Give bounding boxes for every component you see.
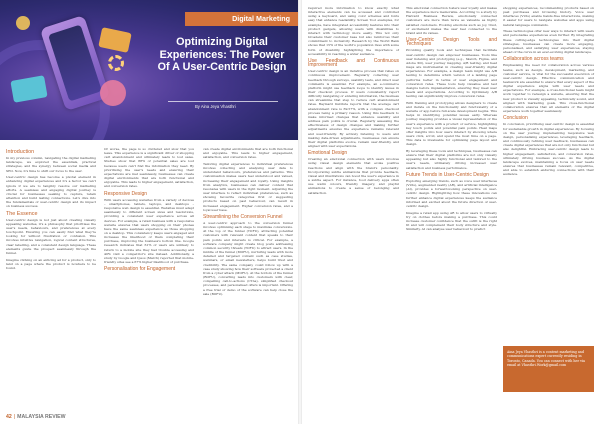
author-bio-box [503,346,594,392]
title-line: Of A User-Centric Design [157,61,287,74]
page-number: 42 [6,414,12,420]
decor-gear-icon [108,55,124,71]
paragraph: With framing and prototyping allows designers to create and iterate on the functionality and functionality of a website or app before full-scale development begins. This helps in identifying potential issues early. Whereas journey mapping provides a visual representation of the user's experience with a product or service, highlighting key touch points and potential pain points. Heat maps offer insights into how users interact by showing where users click, scroll, and spend the most time on a page. This data is invaluable for optimising page layout and design. [406,100,497,147]
paragraph: Creating an emotional connection with users involves using visual design elements that evoke positive reactions and align with the brand's personality. Incorporating subtle animations that provide feedback, visual and illustrations can boost the user's experience in a subtle aspect. For instance, food delivery apps often use warm colours, friendly imagery, and playful animations to create a sense of belonging and satisfaction. [308,157,399,195]
left-column-1 [6,147,96,273]
paragraph: With users accessing websites from a variety of devices – smartphones, tablets, laptops, and desktops – responsive web design is essential. Websites must adapt seamlessly to different screen sizes and resolutions, providing a consistent user experience across all devices. For example, a retail business with a responsive website ensures that users shopping on their phones have the same seamless experience as those shopping on a desktop. This consistency keeps users engaged and increases the likelihood of them completing their purchase, improving the business's bottom line. Google research indicates that 61% of users are unlikely to return to a mobile site they had trouble accessing and 40% visit a competitor's site instead. Additionally, a study by Google and Ipsos (March) reported that mobile-friendly sites see a 67% higher likelihood of purchase. [104,197,194,265]
paragraph: required more information to know exactly what interactive elements can be accessed and controlled using a keyboard, and using color schemes and fonts easy that enhance readability. Screen Tool examples, for example, have integrated accessibility features into their product gadgets, allowing users with disabilities to interact with technology more easily. This not only broadens their customer base but also reinforces their commitment to inclusivity. Research by the World Bank shows that 15% of the world's population lives with some form of disability, highlighting the importance of accessibility in reaching a wider audience. [308,6,399,56]
section-heading: Streamlining the Conversion Funnel [203,213,283,220]
paragraph: Or worse, the page is so cluttered and slow that you leave. This experience is a significant driver of shopping cart abandonment and ultimately leads to lost sales. Studies show that 88% of potential sales are lost because users can't find the information they need. By prioritising the user's needs and ensuring their expectations are met seamlessly, businesses can create digital environments that are both functional and enjoyable. This leads to higher engagement, satisfaction, and conversion rates. [104,147,194,189]
decor-blob [100,80,126,106]
left-column-3 [203,147,293,298]
paragraph: User-centric design is not just about creating visually appealing websites, it's a philosophy that prioritises the user's needs, behaviours, and preferences at every touchpoint. Ensuring you can easily find what they're looking for without frustration or confusion. This involves intuitive navigation, logical content structures, clear labelling, and a consistent design language. These elements guide the prospect seamlessly through the funnel. [6,217,96,255]
paragraph: User-centric design is an iterative process that relies on continuous improvement. Regularly collecting user feedback through surveys, usability tests, and direct user comments is essential. For example, an e-commerce platform might use feedback loops to identify issues in their checkout process. If users consistently report difficulty navigating or entering information, the business can streamline that step to reduce cart abandonment rates. Baymard Institute reports that the average cart abandonment rate is 69.57%, with a complex checkout process being a primary reason. Using this feedback to make informed changes that enhance usability and address pain points is crucial. Regularly assessing the effectiveness of design changes and making further adjustments ensures the experience remains relevant and user-friendly. By actively listening to users and making data-driven adjustments, businesses can ensure their digital platforms evolve, remain user-friendly, and aligned with user expectations. [308,69,399,148]
section-heading: Introduction [6,149,35,155]
decor-card [98,27,132,53]
right-page [302,0,600,424]
author-bio: Aina Jeya Vhasthri is a content marketing and communications expert currently residing in Toronto, Canada. You can connect with her via email at Vhasthri.Work@gmail.com [507,350,585,367]
paragraph: These technologies offer new ways to interact with users and personalise experiences even further. By integrating these cutting-edge technologies into their digital strategies, businesses can create more engaging, personalised, and satisfying user experiences, staying ahead of the curve in an ever-evolving digital landscape. [503,29,594,55]
category-tag: Digital Marketing [232,14,290,23]
paragraph: This emotional connection fosters user loyalty and makes the experience more memorable. According to a study by Harvard Business Review, emotionally connected customers are more than twice as valuable as highly satisfied customers. Evoking emotions such as joy, trust, or excitement makes the user feel connected to the brand and its values. [406,6,497,35]
paragraph: Providing quality tools and techniques that facilitate user-centric design can empower businesses. Tools like user listening and prototyping (e.g., Sketch, Figma, and Adobe XD), user journey mapping, A/B testing, and heat maps are instrumental in creating user-friendly digital experiences. For example, a design team might use A/B testing to determine which version of a landing page performs better in terms of user engagement and conversion rates. These tools help visualise and test designs before implementation, ensuring they meet user needs and expectations. According to Optimizely, A/B testing can significantly improve conversion rates. [406,48,497,99]
paragraph: User-centric design has become a pivotal element in enhancing digital experiences and it's a factor we can't ignore if we are to tangibly resolve our marketing efforts. A seamless and engaging digital journey is crucial for businesses seeking to capture, retain attention and build lasting connections. Let's dive into the fundamentals of user-centric design and its impact on business success. [6,175,96,209]
paragraph: Emphasising the need for collaboration across various teams, such as design, development, marketing, and customer service, is vital for the successful execution of user-centric design. Effective communication and teamwork are essential to ensure that every aspect of the digital experience aligns with user needs and expectations. For example, a cross-functional team might work together to redesign a website, ensuring that the new product is visually appealing, technically sound, and aligned with marketing goals. This cross-functional collaboration ensures that all elements of the digital experience work together seamlessly. [503,63,594,114]
section-heading: Emotional Design [308,150,348,157]
section-heading: Conclusion [503,115,528,122]
page-footer [0,414,65,420]
title-line: Optimizing Digital [176,36,268,48]
section-heading: User-Centric Design Tools and Techniques [406,37,497,48]
paragraph: Tailoring digital experiences to individual preferences involves collecting and analysing user data to understand behaviours, preferences and patterns. This customisation makes users feel understood and valued, increasing their engagement and loyalty. Using insights from analytics, businesses can deliver content that resonates with users in the right moment. Adjusting the user interface to reflect individual preferences, such as showing favourite categories first or suggesting products based on past behaviour, can result in increased engagement. Higher conversion rates, and a loyal user base. [203,161,293,212]
paragraph: Imagine a retail app using AR to allow users to virtually try on clothes before making a purchase. This could increase customer confidence that the outfit is the right fit and will complement their body structure and style. Similarly, AI can analyse user behaviour to predict [406,210,497,232]
section-heading: Personalisation for Engagement [104,266,176,273]
paragraph: Imagine clicking on an enticing ad for a product, only to land on a page where the product is nowhere to be found. [6,257,96,270]
right-column-2 [406,6,497,234]
paragraph: A user-centric approach to the conversion funnel involves optimising each stage to maximise conversions. At the top of the funnel (TOFU), attracting potential customers with relevant content that speaks to their pain points and interests is critical. For example, a software company might create blog posts addressing common security threats (TOFU) to attract users. In the middle of the funnel (MOFU), nurturing leads with more detailed and targeted content such as case studies, webinars, or email newsletters, helps build trust and credibility. The same company could follow up with a case study showing how their software protected a client from a cyber attack (MOFU). At the bottom of the funnel (BOFU), converting leads into customers with clear, compelling call-to-actions (CTAs), simplified checkout processes, and personalised offers is important. Offering a free trial or demo of the software can help close the sale (BOFU). [203,221,293,296]
right-column-3 [503,6,594,179]
paragraph: In my previous column, navigating the digital marketing landscape, we explored the essentials, practical strategies, and the synergy between social media and SEO. Now, it's time to shift our focus to the user. [6,156,96,173]
title-divider [168,101,278,102]
title-line: Experiences: The Power [159,48,285,61]
footer-separator: | [13,414,16,420]
hero-banner [0,0,300,140]
paragraph: shopping experiences, recommending products based on past purchases and browsing history. Voice user interfaces (VUIs) enable hands-free interactions, making it easier for users to navigate websites and apps using natural language commands. [503,6,594,27]
article-title [148,36,296,100]
byline: By Aina Jeya Vhasthri [195,104,236,109]
section-heading: Responsive Design [104,190,148,197]
paragraph: By leveraging these tools and techniques, businesses can ensure that their digital platforms are not only visually appealing but also highly functional and tailored to the user's needs, ultimately driving increased user satisfaction and business performance. [406,149,497,170]
left-column-2 [104,147,194,273]
section-heading: Use Feedback and Continuous Improvement [308,57,399,69]
section-heading: Future Trends in User-Centric Design [406,171,489,178]
magazine-name: MALAYSIA REVIEW [17,414,66,420]
right-column-1 [308,6,399,197]
section-heading: The Essence [6,210,38,217]
paragraph: can create digital environments that are both functional and enjoyable. This leads to higher engagement, satisfaction, and conversion rates. [203,147,293,160]
paragraph: Exploring emerging trends, such as voice user interfaces (VUIs), augmented reality (AR), and artificial intelligence (AI), provides a forward-looking perspective on user-centric design. Highlighting how these innovations can further enhance digital experiences keeps the audience informed and excited about the future direction of user-centric design. [406,178,497,208]
paragraph: In conclusion, prioritising user-centric design is essential for sustainable growth in digital experiences. By focusing on the user journey, implementing responsive web design, personalising experiences, leveraging feedback, and continuously refining user feedback, businesses can create digital experiences that are not only functional but also delightful. Embracing user-centric design leads to higher engagement, satisfaction, and conversion rates, ultimately driving business success. As the digital landscape evolves, maintaining a focus on user needs ensures that businesses remain relevant, competitive, and able to establish enduring connections with their audience. [503,122,594,177]
decor-blob [16,16,30,30]
section-heading: Collaboration across teams [503,56,564,63]
